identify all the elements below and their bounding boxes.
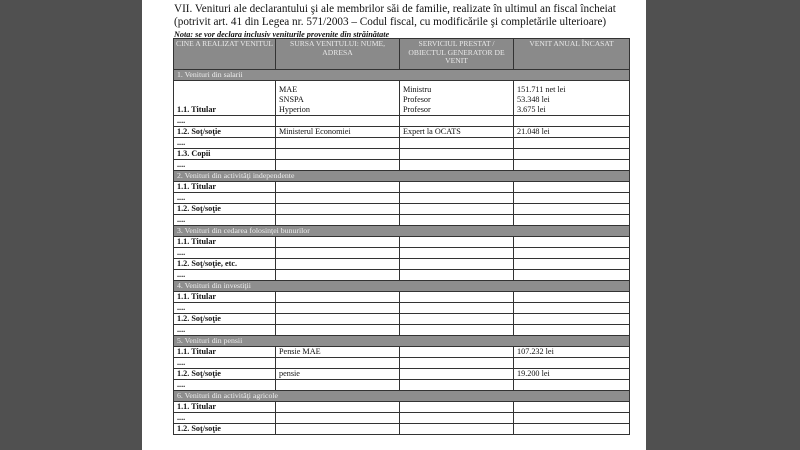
table-row [174,303,630,314]
cell-source [276,237,400,248]
cell-source [276,358,400,369]
table-row [174,138,630,149]
table-row [174,204,630,215]
source-line: Pensie MAE [279,347,321,356]
section-label: 6. Venituri din activităţi agricole [174,391,630,402]
cell-income [514,81,630,116]
table-row [174,259,630,270]
cell-who: .... [174,325,276,336]
cell-source [276,259,400,270]
cell-income [514,204,630,215]
cell-who: .... [174,303,276,314]
source-line: pensie [279,369,300,378]
service-line: Expert la OCATS [403,127,461,136]
income-table-container [173,38,629,435]
table-row [174,325,630,336]
cell-income [514,380,630,391]
cell-source [276,215,400,226]
table-row [174,369,630,380]
cell-source [276,182,400,193]
section-row [174,226,630,237]
table-row [174,215,630,226]
cell-service [400,259,514,270]
source-line: MAE [279,85,298,94]
cell-service [400,402,514,413]
cell-service [400,424,514,435]
cell-who: .... [174,160,276,171]
cell-source [276,160,400,171]
cell-who: .... [174,116,276,127]
cell-income [514,160,630,171]
cell-income [514,248,630,259]
section-row [174,391,630,402]
cell-income [514,127,630,138]
table-header-row [174,39,630,70]
cell-income [514,314,630,325]
cell-service [400,270,514,281]
cell-service [400,248,514,259]
income-line: 21.048 lei [517,127,550,136]
cell-who: 1.1. Titular [174,292,276,303]
cell-who: 1.2. Soţ/soţie [174,314,276,325]
income-line: 107.232 lei [517,347,554,356]
service-line: Profesor [403,95,431,104]
table-row [174,237,630,248]
cell-source [276,138,400,149]
header-income: VENIT ANUAL ÎNCASAT [514,39,630,70]
cell-who: 1.3. Copii [174,149,276,160]
cell-income [514,347,630,358]
cell-income [514,303,630,314]
cell-service [400,127,514,138]
section-row [174,281,630,292]
cell-who: .... [174,413,276,424]
cell-service [400,358,514,369]
cell-who: 1.2. Soţ/soţie [174,204,276,215]
cell-source [276,149,400,160]
service-line: Ministru [403,85,432,94]
cell-who: 1.1. Titular [174,347,276,358]
header-source: SURSA VENITULUI: NUME, ADRESA [276,39,400,70]
cell-service [400,380,514,391]
table-row [174,413,630,424]
income-line: 151.711 net lei [517,85,566,94]
cell-who: 1.2. Soţ/soţie [174,369,276,380]
cell-income [514,402,630,413]
income-line: 19.200 lei [517,369,550,378]
section-label: 5. Venituri din pensii [174,336,630,347]
cell-source [276,325,400,336]
cell-service [400,314,514,325]
table-row [174,127,630,138]
cell-source [276,193,400,204]
income-line: 53.348 lei [517,95,550,104]
cell-income [514,237,630,248]
section-row [174,171,630,182]
table-row [174,380,630,391]
cell-income [514,270,630,281]
table-row [174,358,630,369]
cell-source [276,270,400,281]
cell-who: 1.2. Soţ/soţie [174,127,276,138]
cell-income [514,149,630,160]
cell-income [514,413,630,424]
cell-service [400,325,514,336]
cell-service [400,303,514,314]
section-label: 4. Venituri din investiţii [174,281,630,292]
cell-income [514,424,630,435]
cell-who: 1.1. Titular [174,182,276,193]
cell-source [276,81,400,116]
cell-source [276,369,400,380]
cell-source [276,127,400,138]
table-row [174,314,630,325]
section-row [174,70,630,81]
section-label: 1. Venituri din salarii [174,70,630,81]
cell-service [400,347,514,358]
table-row [174,116,630,127]
cell-source [276,380,400,391]
section-label: 3. Venituri din cedarea folosinţei bunurilor [174,226,630,237]
cell-service [400,193,514,204]
cell-service [400,292,514,303]
table-row [174,347,630,358]
table-row [174,149,630,160]
cell-service [400,160,514,171]
table-row [174,424,630,435]
cell-source [276,116,400,127]
cell-service [400,204,514,215]
cell-source [276,248,400,259]
cell-service [400,237,514,248]
cell-who: .... [174,215,276,226]
cell-income [514,259,630,270]
cell-service [400,215,514,226]
source-line: Ministerul Economiei [279,127,351,136]
cell-source [276,402,400,413]
table-row [174,81,630,116]
cell-source [276,413,400,424]
cell-income [514,358,630,369]
cell-service [400,149,514,160]
cell-who: .... [174,380,276,391]
cell-service [400,116,514,127]
cell-who: 1.1. Titular [174,402,276,413]
cell-service [400,413,514,424]
source-line: Hyperion [279,105,310,114]
cell-who: .... [174,193,276,204]
table-row [174,402,630,413]
cell-source [276,292,400,303]
document-page [142,0,646,450]
income-table [173,38,630,435]
cell-who: .... [174,138,276,149]
cell-who: 1.1. Titular [174,81,276,116]
cell-who: 1.1. Titular [174,237,276,248]
section-row [174,336,630,347]
cell-income [514,182,630,193]
table-body [174,70,630,435]
header-service: SERVICIUL PRESTAT / OBIECTUL GENERATOR DE VENIT [400,39,514,70]
cell-income [514,116,630,127]
cell-who: .... [174,248,276,259]
cell-source [276,303,400,314]
cell-income [514,325,630,336]
section-label: 2. Venituri din activităţi independente [174,171,630,182]
section-title: VII. Venituri ale declarantului şi ale membrilor săi de familie, realizate în ultimul an fiscal încheiat (potrivit art. 41 din Legea nr. 571/2003 – Codul fiscal, cu modificările şi completările ulterioare) [174,3,616,28]
cell-source [276,314,400,325]
table-row [174,182,630,193]
cell-service [400,369,514,380]
cell-income [514,138,630,149]
table-row [174,292,630,303]
table-row [174,193,630,204]
cell-who: .... [174,358,276,369]
cell-income [514,193,630,204]
source-line: SNSPA [279,95,304,104]
table-row [174,270,630,281]
cell-service [400,182,514,193]
cell-service [400,138,514,149]
cell-income [514,369,630,380]
cell-source [276,424,400,435]
cell-who: .... [174,270,276,281]
table-row [174,160,630,171]
declaration-note: Nota: se vor declara inclusiv veniturile provenite din străinătate [174,30,390,39]
table-row [174,248,630,259]
cell-who: 1.2. Soţ/soţie [174,424,276,435]
cell-income [514,215,630,226]
cell-source [276,347,400,358]
cell-source [276,204,400,215]
cell-income [514,292,630,303]
header-who: CINE A REALIZAT VENITUL [174,39,276,70]
cell-who: 1.2. Soţ/soţie, etc. [174,259,276,270]
income-line: 3.675 lei [517,105,546,114]
service-line: Profesor [403,105,431,114]
cell-service [400,81,514,116]
